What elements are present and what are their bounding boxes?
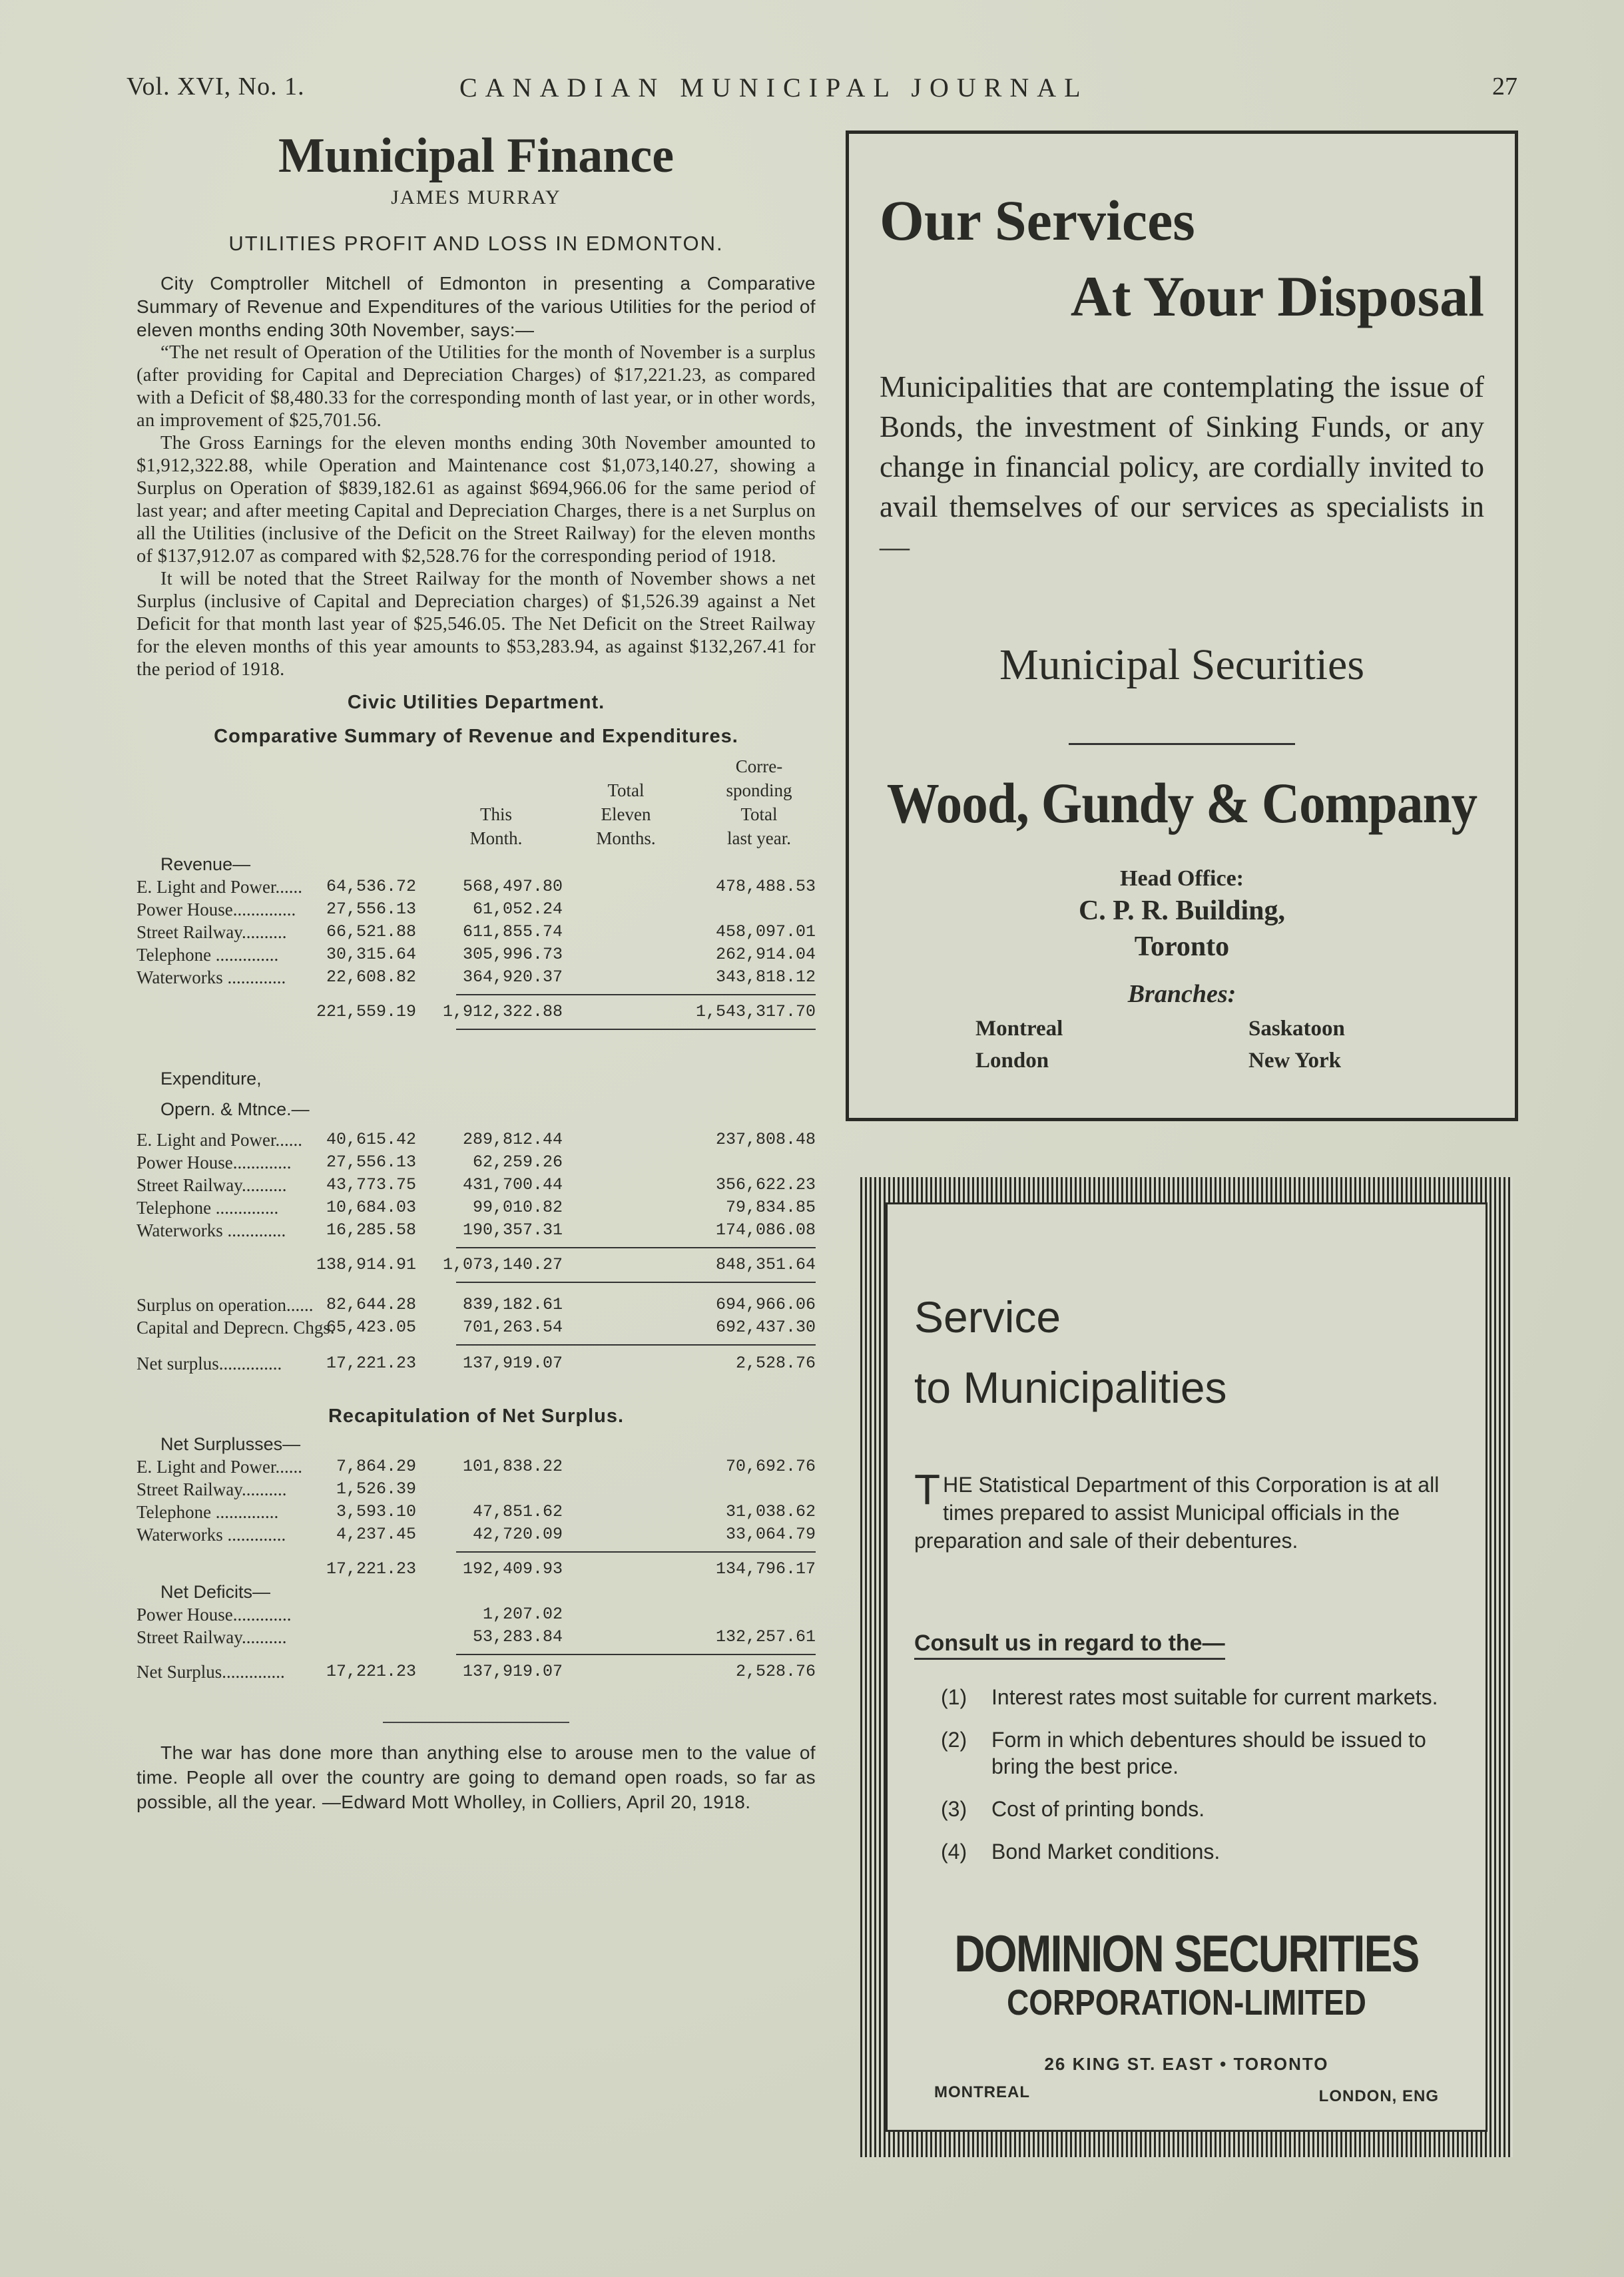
recap-heading: Recapitulation of Net Surplus. <box>328 1405 625 1427</box>
article-author: JAMES MURRAY <box>391 186 561 208</box>
table-row: Net Surplus.............. 17,221.23 137,919.07 2,528.76 <box>136 1662 816 1682</box>
row-value: 611,855.74 <box>462 922 563 941</box>
row-value: 694,966.06 <box>715 1295 816 1314</box>
row-value: 61,052.24 <box>472 899 563 919</box>
row-label: E. Light and Power...... <box>136 1130 302 1150</box>
branches-right: Saskatoon New York <box>1248 1017 1345 1073</box>
article-lead: City Comptroller Mitchell of Edmonton in presenting a Comparative Summary of Revenue and Expenditures of the various Utilities for the period of eleven months ending 30th November, says:— <box>136 273 816 340</box>
table-row <box>136 899 816 922</box>
head-office-address: C. P. R. Building, Toronto <box>1078 895 1286 962</box>
row-label: Surplus on operation...... <box>136 1295 314 1315</box>
closing-quote: The war has done more than anything else to arouse men to the value of time. People all over the country are going to demand open roads, so far as possible, all the year. —Edward Mott Wholley, in Colliers, April 20, 1918. <box>136 1742 816 1812</box>
row-value: 40,615.42 <box>326 1130 416 1149</box>
ad-statement: THE Statistical Department of this Corporation is at all times prepared to assist Municipal officials in the preparation and sale of their debentures. <box>914 1465 1440 1553</box>
consult-item <box>941 1838 1459 1865</box>
article-paragraph: “The net result of Operation of the Utilities for the month of November is a surplus (after providing for Capital and Depreciation Charges) of $17,221.23, as compared with a Deficit of $8,480.33 for the corresponding month of last year, or in other words, an improvement of $25,701.56. <box>136 342 816 431</box>
firm-address: 26 KING ST. EAST • TORONTO <box>1044 2054 1329 2074</box>
row-value: 10,684.03 <box>326 1198 416 1217</box>
row-value: 262,914.04 <box>715 945 816 964</box>
ad-headline: At Your Disposal <box>1070 264 1484 328</box>
row-value: 22,608.82 <box>326 967 416 987</box>
table-row <box>136 1605 816 1627</box>
row-label: E. Light and Power...... <box>136 1457 302 1477</box>
consult-list <box>941 1684 1459 1881</box>
row-value: 65,423.05 <box>326 1318 416 1337</box>
dominion-securities-advertisement <box>860 1177 1513 2157</box>
row-value: 16,285.58 <box>326 1220 416 1240</box>
row-label: Street Railway.......... <box>136 1627 287 1647</box>
firm-name: Wood, Gundy & Company <box>886 771 1478 835</box>
expenditure-label: Expenditure, <box>160 1069 262 1089</box>
row-value: 79,834.85 <box>725 1198 816 1217</box>
table-row <box>136 1130 816 1152</box>
row-value: 43,773.75 <box>326 1175 416 1194</box>
firm-name: DOMINION SECURITIES <box>954 1924 1419 1983</box>
column-header-this-month: This Month. <box>469 804 523 848</box>
ad-body: Municipalities that are contemplating the issue of Bonds, the investment of Sinking Funds, or any change in financial policy, are cordially invited to avail themselves of our services as specialists in— <box>880 370 1484 563</box>
article-title: Municipal Finance <box>278 128 675 183</box>
row-value: 64,536.72 <box>326 877 416 896</box>
ad-divider <box>1069 743 1295 745</box>
table-rule-row <box>136 1650 816 1662</box>
row-label: Waterworks ............. <box>136 967 286 987</box>
item-number: (2) <box>941 1728 967 1752</box>
head-office-label: Head Office: <box>1120 866 1244 891</box>
table-row <box>136 945 816 967</box>
table-row <box>136 1525 816 1547</box>
firm-subtitle: CORPORATION-LIMITED <box>1007 1983 1366 2023</box>
ad-specialty: Municipal Securities <box>999 640 1365 689</box>
section-divider <box>383 1722 569 1723</box>
row-value: 47,851.62 <box>472 1502 563 1521</box>
running-head <box>127 67 1517 107</box>
row-value: 62,259.26 <box>472 1152 563 1172</box>
item-text: Interest rates most suitable for current markets. <box>991 1685 1438 1709</box>
table-row <box>136 1069 816 1099</box>
table-rule-row <box>136 1243 816 1255</box>
row-value: 53,283.84 <box>472 1627 563 1646</box>
row-value: 99,010.82 <box>472 1198 563 1217</box>
row-value: 4,237.45 <box>336 1525 416 1544</box>
department-heading: Civic Utilities Department. <box>347 692 605 713</box>
row-value: 3,593.10 <box>336 1502 416 1521</box>
table-row <box>136 1198 816 1220</box>
item-text: Bond Market conditions. <box>991 1840 1220 1864</box>
row-label: Waterworks ............. <box>136 1220 286 1240</box>
table-row: Net Surplusses— <box>160 1434 301 1454</box>
row-value: 31,038.62 <box>725 1502 816 1521</box>
table-row <box>136 967 816 990</box>
table-rule-row <box>136 1547 816 1559</box>
table-row <box>136 1175 816 1198</box>
row-label: Power House.............. <box>136 899 296 919</box>
row-value: 701,263.54 <box>462 1318 563 1337</box>
article-paragraph: The Gross Earnings for the eleven months ending 30th November amounted to $1,912,322.88, while Operation and Maintenance cost $1,073,140.27, showing a Surplus on Operation of $839,182.61 as against $694,966.06 for the same period of last year; and after meeting Capital and Depreciation Charges, there is a net Surplus on all the Utilities (inclusive of the Deficit on the Street Railway) for the eleven months of $137,912.07 as compared with $2,528.76 for the corresponding period of 1918. <box>136 433 816 567</box>
row-value: 356,622.23 <box>715 1175 816 1194</box>
row-label: Capital and Deprecn. Chgs. <box>136 1318 335 1338</box>
branch-montreal: MONTREAL <box>934 2083 1030 2101</box>
row-value: 478,488.53 <box>715 877 816 896</box>
row-value: 289,812.44 <box>462 1130 563 1149</box>
row-value: 82,644.28 <box>326 1295 416 1314</box>
table-row: 138,914.91 1,073,140.27 848,351.64 <box>316 1255 816 1274</box>
consult-item <box>941 1726 1459 1780</box>
volume-number: Vol. XVI, No. 1. <box>127 73 305 101</box>
row-value: 33,064.79 <box>725 1525 816 1544</box>
wood-gundy-advertisement <box>846 130 1518 1121</box>
table-rule-row <box>136 1025 816 1038</box>
consult-item <box>941 1684 1459 1710</box>
row-label: E. Light and Power...... <box>136 877 302 897</box>
row-label: Street Railway.......... <box>136 922 287 942</box>
row-label: Power House............. <box>136 1605 292 1625</box>
table-row <box>136 877 816 899</box>
ad-title: Service to Municipalities <box>914 1292 1227 1412</box>
row-label: Telephone .............. <box>136 1198 279 1218</box>
consult-item <box>941 1796 1459 1822</box>
row-value: 305,996.73 <box>462 945 563 964</box>
ad-inner-panel <box>886 1202 1488 2132</box>
row-label: Power House............. <box>136 1152 292 1172</box>
row-value: 30,315.64 <box>326 945 416 964</box>
row-value: 7,864.29 <box>336 1457 416 1476</box>
page-number: 27 <box>1492 73 1517 101</box>
row-value: 101,838.22 <box>462 1457 563 1476</box>
row-value: 174,086.08 <box>715 1220 816 1240</box>
table-rule-row <box>136 990 816 1002</box>
table-row <box>136 1295 816 1318</box>
journal-title: CANADIAN MUNICIPAL JOURNAL <box>459 73 1089 103</box>
item-number: (3) <box>941 1797 967 1821</box>
summary-table <box>136 754 816 1690</box>
article-subhead: UTILITIES PROFIT AND LOSS IN EDMONTON. <box>228 232 724 255</box>
row-value: 70,692.76 <box>725 1457 816 1476</box>
ad-headline: Our Services <box>880 188 1195 252</box>
row-label: Street Railway.......... <box>136 1479 287 1499</box>
table-row <box>136 922 816 945</box>
row-value: 1,526.39 <box>336 1479 416 1499</box>
column-header-eleven-months: Total Eleven Months. <box>596 780 656 848</box>
row-label: Telephone .............. <box>136 1502 279 1522</box>
row-value: 692,437.30 <box>715 1318 816 1337</box>
table-row: Net surplus.............. 17,221.23 137,919.07 2,528.76 <box>136 1354 816 1374</box>
table-row <box>136 1457 816 1479</box>
row-label: Telephone .............. <box>136 945 279 965</box>
item-number: (1) <box>941 1685 967 1709</box>
branch-london: LONDON, ENG <box>1318 2087 1439 2105</box>
row-value: 568,497.80 <box>462 877 563 896</box>
consult-label: Consult us in regard to the— <box>914 1631 1225 1660</box>
article-column <box>136 126 816 1814</box>
table-row <box>136 1099 816 1130</box>
summary-heading: Comparative Summary of Revenue and Expenditures. <box>214 726 738 747</box>
item-text: Cost of printing bonds. <box>991 1797 1205 1821</box>
row-value: 839,182.61 <box>462 1295 563 1314</box>
table-row: 17,221.23 192,409.93 134,796.17 <box>326 1559 816 1579</box>
table-rule-row <box>136 1278 816 1295</box>
table-row <box>136 1152 816 1175</box>
row-value: 66,521.88 <box>326 922 416 941</box>
item-number: (4) <box>941 1840 967 1864</box>
table-row <box>136 1502 816 1525</box>
revenue-label: Revenue— <box>160 854 251 874</box>
row-value: 42,720.09 <box>472 1525 563 1544</box>
table-row <box>136 1220 816 1243</box>
table-row <box>136 1318 816 1340</box>
row-label: Street Railway.......... <box>136 1175 287 1195</box>
row-label: Waterworks ............. <box>136 1525 286 1545</box>
row-value: 431,700.44 <box>462 1175 563 1194</box>
table-rule-row <box>136 1340 816 1354</box>
branches-label: Branches: <box>1127 980 1236 1008</box>
row-value: 237,808.48 <box>715 1130 816 1149</box>
article-paragraph: It will be noted that the Street Railway for the month of November shows a net Surplus (inclusive of Capital and Depreciation charges) of $1,526.39 against a Net Deficit for that month last year of $25,546.05. The Net Deficit on the Street Railway for the eleven months of this year amounts to $53,283.94, as against $132,267.41 for the period of 1918. <box>136 569 816 680</box>
expenditure-sublabel: Opern. & Mtnce.— <box>160 1099 310 1119</box>
table-row <box>136 1479 816 1502</box>
table-row: 221,559.19 1,912,322.88 1,543,317.70 <box>316 1002 816 1021</box>
branches-left: Montreal London <box>975 1017 1063 1073</box>
row-value: 27,556.13 <box>326 1152 416 1172</box>
row-value: 1,207.02 <box>482 1605 563 1624</box>
row-value: 458,097.01 <box>715 922 816 941</box>
row-value: 190,357.31 <box>462 1220 563 1240</box>
row-value: 343,818.12 <box>715 967 816 987</box>
row-value: 27,556.13 <box>326 899 416 919</box>
table-row: Net Deficits— <box>160 1582 271 1602</box>
table-row <box>136 854 816 877</box>
row-value: 364,920.37 <box>462 967 563 987</box>
column-header-last-year: Corre- sponding Total last year. <box>726 756 792 848</box>
table-column-headers <box>136 754 816 854</box>
item-text: Form in which debentures should be issued to bring the best price. <box>991 1728 1426 1778</box>
table-row <box>136 1627 816 1650</box>
row-value: 132,257.61 <box>715 1627 816 1646</box>
